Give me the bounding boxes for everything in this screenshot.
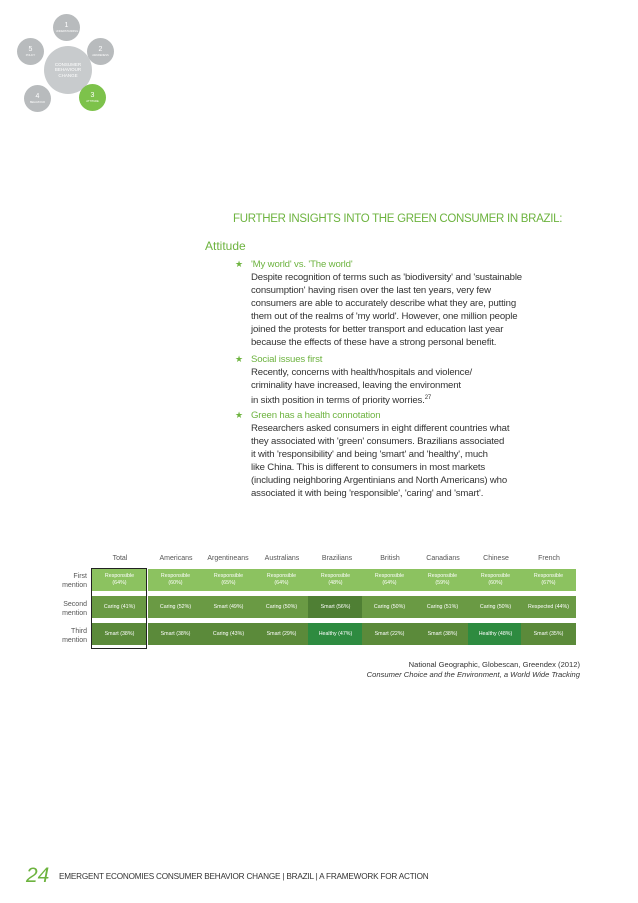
cell-value: (64%) [382, 580, 397, 586]
cell-text: Responsible [213, 573, 244, 579]
table-cell: Smart (35%) [521, 623, 576, 645]
cell-text: Responsible [374, 573, 405, 579]
source-line: National Geographic, Globescan, Greendex (2012) [408, 660, 580, 669]
node-number: 4 [35, 93, 40, 100]
point-heading: 'My world' vs. 'The world' [251, 259, 353, 270]
node-number: 1 [64, 22, 69, 29]
cell-value: (59%) [435, 580, 450, 586]
point-line: criminality have increased, leaving the environment [251, 380, 461, 391]
row-label-third [55, 627, 87, 645]
node-label: AWARENESS [92, 54, 109, 57]
source-title: Consumer Choice and the Environment, a World Wide Tracking [366, 670, 580, 679]
page-number: 24 [26, 864, 50, 887]
cell-text: Responsible [427, 573, 458, 579]
total-column-outline [91, 568, 147, 649]
star-bullet-icon: ★ [235, 410, 243, 420]
row-label-line: mention [62, 610, 87, 617]
point-line: associated it with being 'responsible', 'caring' and 'smart'. [251, 488, 484, 499]
point-line: consumers are able to accurately describe what they are, putting [251, 298, 517, 309]
point-line: joined the protests for better transport and education last year [251, 324, 504, 335]
column-header: Canadians [426, 555, 460, 562]
table-cell: Healthy (48%) [468, 623, 523, 645]
table-cell: Smart (38%) [92, 623, 147, 645]
row-label-line: mention [62, 582, 87, 589]
footer-title: EMERGENT ECONOMIES CONSUMER BEHAVIOR CHANGE | BRAZIL | A FRAMEWORK FOR ACTION [59, 872, 429, 881]
table-cell [468, 569, 523, 591]
cell-text: Responsible [320, 573, 351, 579]
diagram-node-4 [24, 85, 51, 112]
column-header: Argentineans [207, 555, 249, 562]
column-header: French [538, 555, 560, 562]
row-label-line: First [73, 573, 87, 580]
column-header: Americans [159, 555, 193, 562]
table-cell: Caring (43%) [201, 623, 256, 645]
star-bullet-icon: ★ [235, 259, 243, 269]
point-heading: Social issues first [251, 354, 323, 365]
point-line: like China. This is different to consumers in most markets [251, 462, 486, 473]
section-subtitle: Attitude [205, 239, 246, 253]
row-label-second [55, 600, 87, 618]
point-line: it with 'responsibility' and being 'smart' and 'healthy', much [251, 449, 488, 460]
table-cell [362, 569, 417, 591]
point-line: because the effects of these have a strong personal benefit. [251, 337, 497, 348]
table-cell [415, 569, 470, 591]
insight-point-2 [235, 353, 541, 407]
column-header: Brazilians [321, 555, 353, 562]
diagram-node-2 [87, 38, 114, 65]
table-cell: Smart (56%) [308, 596, 363, 618]
table-cell [254, 569, 309, 591]
table-cell: Caring (51%) [415, 596, 470, 618]
node-label: UNDERSTANDING [55, 30, 79, 33]
cell-value: (67%) [541, 580, 556, 586]
row-label-line: mention [62, 637, 87, 644]
row-label-first [55, 572, 87, 590]
table-cell: Smart (38%) [148, 623, 203, 645]
point-line-text: in sixth position in terms of priority worries. [251, 395, 425, 407]
node-number: 2 [98, 46, 103, 53]
cell-value: (65%) [221, 580, 236, 586]
diagram-node-1 [53, 14, 80, 41]
point-line: Recently, concerns with health/hospitals and violence/ [251, 367, 473, 378]
table-cell: Caring (50%) [254, 596, 309, 618]
cell-value: (64%) [274, 580, 289, 586]
table-cell [201, 569, 256, 591]
point-line: they associated with 'green' consumers. Brazilians associated [251, 436, 505, 447]
cell-text: Responsible [266, 573, 297, 579]
table-cell: Caring (41%) [92, 596, 147, 618]
insight-point-3 [235, 409, 541, 500]
footnote-marker: 27 [424, 395, 432, 401]
node-label: BEHAVIOUR [29, 101, 46, 104]
column-header: Chinese [483, 555, 509, 562]
point-line: consumption' having risen over the last ten years, very few [251, 285, 491, 296]
diagram-node-3 [79, 84, 106, 111]
table-cell: Caring (50%) [362, 596, 417, 618]
point-line: Despite recognition of terms such as 'biodiversity' and 'sustainable [251, 272, 522, 283]
cell-value: (60%) [488, 580, 503, 586]
section-title: FURTHER INSIGHTS INTO THE GREEN CONSUMER IN BRAZIL: [233, 213, 563, 225]
cell-value: (48%) [328, 580, 343, 586]
diagram-node-5 [17, 38, 44, 65]
cell-value: (64%) [112, 580, 127, 586]
point-line [251, 392, 541, 407]
table-cell: Smart (38%) [415, 623, 470, 645]
star-bullet-icon: ★ [235, 354, 243, 364]
source-citation [367, 660, 580, 680]
table-cell: Caring (50%) [468, 596, 523, 618]
node-number: 3 [90, 92, 95, 99]
table-cell: Healthy (47%) [308, 623, 363, 645]
table-cell: Smart (49%) [201, 596, 256, 618]
row-label-line: Second [63, 601, 87, 608]
node-label: POLICY [25, 54, 36, 57]
insight-point-1 [235, 258, 541, 349]
point-heading: Green has a health connotation [251, 410, 381, 421]
column-header: British [380, 555, 400, 562]
table-cell [148, 569, 203, 591]
cell-text: Responsible [104, 573, 135, 579]
table-cell: Smart (22%) [362, 623, 417, 645]
cell-text: Responsible [480, 573, 511, 579]
column-header: Total [112, 555, 128, 562]
table-cell: Smart (29%) [254, 623, 309, 645]
table-cell: Caring (52%) [148, 596, 203, 618]
diagram-center-label: CONSUMER BEHAVIOUR CHANGE [54, 61, 82, 78]
node-label: ATTITUDE [86, 100, 99, 103]
point-line: Researchers asked consumers in eight different countries what [251, 423, 510, 434]
point-line: them out of the realms of 'my world'. However, one million people [251, 311, 518, 322]
cell-text: Responsible [160, 573, 191, 579]
column-header: Australians [264, 555, 300, 562]
row-label-line: Third [71, 628, 87, 635]
table-cell [308, 569, 363, 591]
node-number: 5 [28, 46, 33, 53]
table-cell [521, 569, 576, 591]
point-line: (including neighboring Argentinians and North Americans) who [251, 475, 508, 486]
table-cell: Respected (44%) [521, 596, 576, 618]
source-line-italic [367, 670, 580, 680]
cell-text: Responsible [533, 573, 564, 579]
cell-value: (60%) [168, 580, 183, 586]
